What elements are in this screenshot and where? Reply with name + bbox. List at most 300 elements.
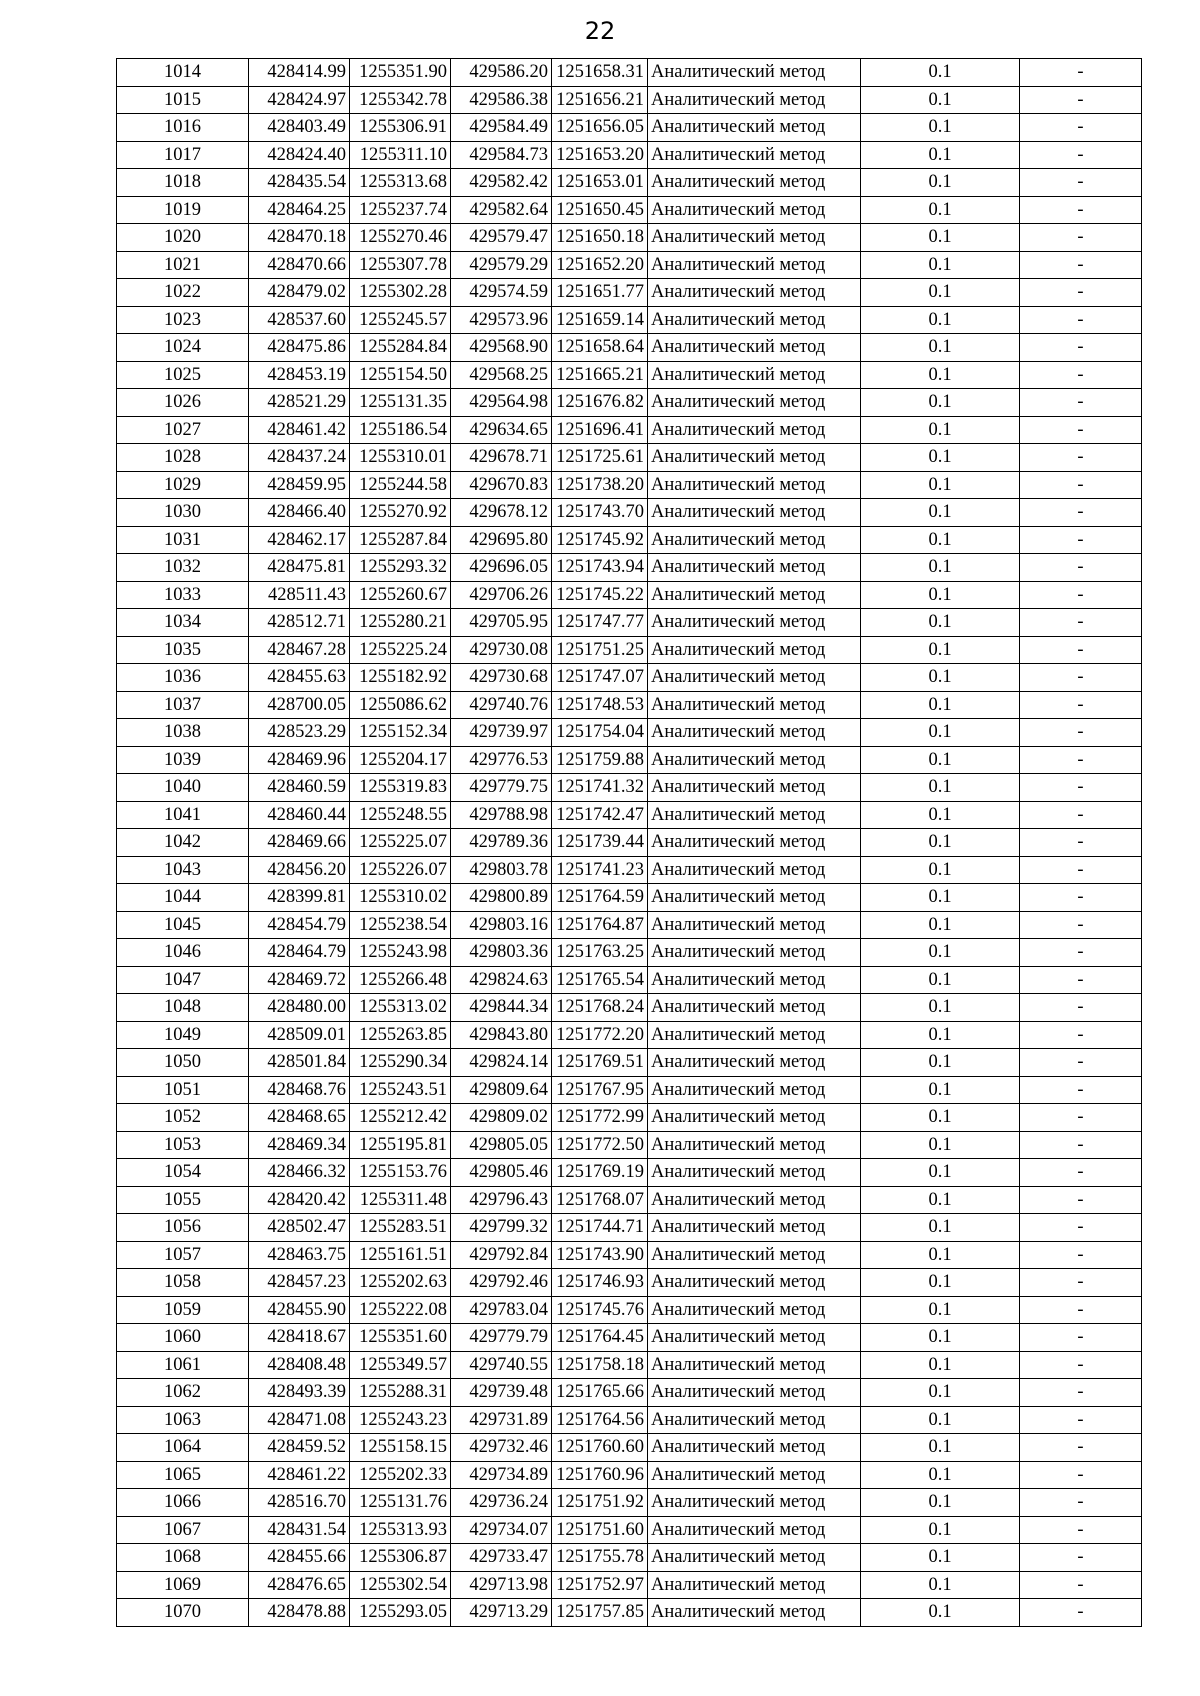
coord-y-old-cell: 1255263.85 — [350, 1021, 451, 1049]
coord-x-old-cell: 428408.48 — [249, 1351, 350, 1379]
coord-x-old-cell: 428521.29 — [249, 389, 350, 417]
table-row — [117, 1379, 1142, 1407]
point-number-cell: 1036 — [117, 664, 249, 692]
coord-y-old-cell: 1255248.55 — [350, 801, 451, 829]
coord-x-new-cell: 429579.47 — [451, 224, 552, 252]
method-cell: Аналитический метод — [648, 306, 861, 334]
coord-y-old-cell: 1255302.54 — [350, 1571, 451, 1599]
coord-x-old-cell: 428478.88 — [249, 1599, 350, 1627]
note-cell: - — [1020, 224, 1142, 252]
coord-x-new-cell: 429584.49 — [451, 114, 552, 142]
table-row — [117, 251, 1142, 279]
table-row — [117, 746, 1142, 774]
coord-x-old-cell: 428459.95 — [249, 471, 350, 499]
coord-x-new-cell: 429789.36 — [451, 829, 552, 857]
note-cell: - — [1020, 389, 1142, 417]
point-number-cell: 1041 — [117, 801, 249, 829]
point-number-cell: 1068 — [117, 1544, 249, 1572]
note-cell: - — [1020, 554, 1142, 582]
coord-y-new-cell: 1251745.92 — [552, 526, 648, 554]
table-row — [117, 416, 1142, 444]
coord-x-old-cell: 428471.08 — [249, 1406, 350, 1434]
coord-y-old-cell: 1255351.90 — [350, 59, 451, 87]
accuracy-cell: 0.1 — [861, 141, 1020, 169]
coord-y-old-cell: 1255319.83 — [350, 774, 451, 802]
point-number-cell: 1035 — [117, 636, 249, 664]
accuracy-cell: 0.1 — [861, 1324, 1020, 1352]
accuracy-cell: 0.1 — [861, 801, 1020, 829]
table-row — [117, 994, 1142, 1022]
point-number-cell: 1052 — [117, 1104, 249, 1132]
table-row — [117, 526, 1142, 554]
coord-x-old-cell: 428466.32 — [249, 1159, 350, 1187]
accuracy-cell: 0.1 — [861, 361, 1020, 389]
coord-x-old-cell: 428537.60 — [249, 306, 350, 334]
coord-y-new-cell: 1251772.99 — [552, 1104, 648, 1132]
coord-y-new-cell: 1251651.77 — [552, 279, 648, 307]
point-number-cell: 1033 — [117, 581, 249, 609]
table-row — [117, 1269, 1142, 1297]
coord-y-old-cell: 1255243.23 — [350, 1406, 451, 1434]
coord-y-new-cell: 1251741.32 — [552, 774, 648, 802]
coord-x-new-cell: 429582.42 — [451, 169, 552, 197]
accuracy-cell: 0.1 — [861, 1296, 1020, 1324]
point-number-cell: 1022 — [117, 279, 249, 307]
coord-y-new-cell: 1251745.76 — [552, 1296, 648, 1324]
coord-y-new-cell: 1251760.60 — [552, 1434, 648, 1462]
coord-x-old-cell: 428511.43 — [249, 581, 350, 609]
coord-y-old-cell: 1255306.91 — [350, 114, 451, 142]
note-cell: - — [1020, 911, 1142, 939]
table-row — [117, 1021, 1142, 1049]
accuracy-cell: 0.1 — [861, 664, 1020, 692]
point-number-cell: 1067 — [117, 1516, 249, 1544]
coord-x-old-cell: 428459.52 — [249, 1434, 350, 1462]
coord-y-old-cell: 1255153.76 — [350, 1159, 451, 1187]
coord-x-old-cell: 428470.66 — [249, 251, 350, 279]
accuracy-cell: 0.1 — [861, 1489, 1020, 1517]
coord-y-old-cell: 1255283.51 — [350, 1214, 451, 1242]
coord-y-old-cell: 1255311.10 — [350, 141, 451, 169]
coord-x-new-cell: 429792.46 — [451, 1269, 552, 1297]
point-number-cell: 1023 — [117, 306, 249, 334]
note-cell: - — [1020, 939, 1142, 967]
coord-x-old-cell: 428435.54 — [249, 169, 350, 197]
coord-x-new-cell: 429584.73 — [451, 141, 552, 169]
coord-y-new-cell: 1251739.44 — [552, 829, 648, 857]
coord-y-old-cell: 1255293.05 — [350, 1599, 451, 1627]
coord-y-new-cell: 1251765.54 — [552, 966, 648, 994]
point-number-cell: 1070 — [117, 1599, 249, 1627]
coord-y-old-cell: 1255154.50 — [350, 361, 451, 389]
point-number-cell: 1019 — [117, 196, 249, 224]
table-row — [117, 1076, 1142, 1104]
coord-x-new-cell: 429796.43 — [451, 1186, 552, 1214]
note-cell: - — [1020, 86, 1142, 114]
coord-y-old-cell: 1255202.33 — [350, 1461, 451, 1489]
coord-y-old-cell: 1255270.46 — [350, 224, 451, 252]
accuracy-cell: 0.1 — [861, 1269, 1020, 1297]
method-cell: Аналитический метод — [648, 169, 861, 197]
table-row — [117, 1516, 1142, 1544]
coord-y-old-cell: 1255222.08 — [350, 1296, 451, 1324]
coord-x-new-cell: 429803.78 — [451, 856, 552, 884]
method-cell: Аналитический метод — [648, 939, 861, 967]
coord-x-old-cell: 428424.40 — [249, 141, 350, 169]
coord-x-new-cell: 429579.29 — [451, 251, 552, 279]
coord-y-old-cell: 1255195.81 — [350, 1131, 451, 1159]
note-cell: - — [1020, 1434, 1142, 1462]
coord-y-new-cell: 1251742.47 — [552, 801, 648, 829]
coord-x-old-cell: 428469.96 — [249, 746, 350, 774]
method-cell: Аналитический метод — [648, 1076, 861, 1104]
point-number-cell: 1031 — [117, 526, 249, 554]
method-cell: Аналитический метод — [648, 1544, 861, 1572]
coord-y-new-cell: 1251769.19 — [552, 1159, 648, 1187]
note-cell: - — [1020, 994, 1142, 1022]
note-cell: - — [1020, 1461, 1142, 1489]
table-row — [117, 59, 1142, 87]
point-number-cell: 1066 — [117, 1489, 249, 1517]
table-row — [117, 1104, 1142, 1132]
accuracy-cell: 0.1 — [861, 1599, 1020, 1627]
table-row — [117, 801, 1142, 829]
note-cell: - — [1020, 196, 1142, 224]
coord-x-old-cell: 428464.25 — [249, 196, 350, 224]
note-cell: - — [1020, 1599, 1142, 1627]
point-number-cell: 1029 — [117, 471, 249, 499]
point-number-cell: 1064 — [117, 1434, 249, 1462]
coord-y-new-cell: 1251751.60 — [552, 1516, 648, 1544]
coord-x-old-cell: 428399.81 — [249, 884, 350, 912]
note-cell: - — [1020, 1104, 1142, 1132]
table-row — [117, 774, 1142, 802]
coord-x-old-cell: 428466.40 — [249, 499, 350, 527]
coord-x-new-cell: 429713.29 — [451, 1599, 552, 1627]
coord-x-new-cell: 429803.16 — [451, 911, 552, 939]
coord-x-new-cell: 429732.46 — [451, 1434, 552, 1462]
coord-y-new-cell: 1251653.01 — [552, 169, 648, 197]
coord-x-old-cell: 428424.97 — [249, 86, 350, 114]
accuracy-cell: 0.1 — [861, 114, 1020, 142]
method-cell: Аналитический метод — [648, 224, 861, 252]
accuracy-cell: 0.1 — [861, 581, 1020, 609]
coord-x-old-cell: 428469.66 — [249, 829, 350, 857]
point-number-cell: 1045 — [117, 911, 249, 939]
table-row — [117, 279, 1142, 307]
note-cell: - — [1020, 966, 1142, 994]
coord-y-new-cell: 1251754.04 — [552, 719, 648, 747]
coord-x-new-cell: 429824.14 — [451, 1049, 552, 1077]
coord-y-new-cell: 1251738.20 — [552, 471, 648, 499]
coord-x-new-cell: 429824.63 — [451, 966, 552, 994]
method-cell: Аналитический метод — [648, 526, 861, 554]
coord-x-old-cell: 428469.72 — [249, 966, 350, 994]
table-row — [117, 1406, 1142, 1434]
accuracy-cell: 0.1 — [861, 719, 1020, 747]
method-cell: Аналитический метод — [648, 1159, 861, 1187]
coord-x-new-cell: 429779.75 — [451, 774, 552, 802]
table-row — [117, 141, 1142, 169]
note-cell: - — [1020, 1296, 1142, 1324]
method-cell: Аналитический метод — [648, 471, 861, 499]
coord-x-old-cell: 428509.01 — [249, 1021, 350, 1049]
table-row — [117, 1131, 1142, 1159]
note-cell: - — [1020, 444, 1142, 472]
accuracy-cell: 0.1 — [861, 884, 1020, 912]
method-cell: Аналитический метод — [648, 636, 861, 664]
coord-y-old-cell: 1255266.48 — [350, 966, 451, 994]
accuracy-cell: 0.1 — [861, 444, 1020, 472]
accuracy-cell: 0.1 — [861, 251, 1020, 279]
coord-y-old-cell: 1255270.92 — [350, 499, 451, 527]
point-number-cell: 1059 — [117, 1296, 249, 1324]
method-cell: Аналитический метод — [648, 114, 861, 142]
note-cell: - — [1020, 1571, 1142, 1599]
table-row — [117, 911, 1142, 939]
method-cell: Аналитический метод — [648, 279, 861, 307]
accuracy-cell: 0.1 — [861, 554, 1020, 582]
coord-x-old-cell: 428700.05 — [249, 691, 350, 719]
coord-y-new-cell: 1251768.07 — [552, 1186, 648, 1214]
coord-x-new-cell: 429783.04 — [451, 1296, 552, 1324]
table-row — [117, 581, 1142, 609]
coord-y-new-cell: 1251658.31 — [552, 59, 648, 87]
coord-x-old-cell: 428418.67 — [249, 1324, 350, 1352]
method-cell: Аналитический метод — [648, 911, 861, 939]
table-row — [117, 609, 1142, 637]
coord-x-new-cell: 429809.64 — [451, 1076, 552, 1104]
method-cell: Аналитический метод — [648, 196, 861, 224]
coord-y-old-cell: 1255152.34 — [350, 719, 451, 747]
method-cell: Аналитический метод — [648, 884, 861, 912]
coord-x-old-cell: 428462.17 — [249, 526, 350, 554]
note-cell: - — [1020, 114, 1142, 142]
point-number-cell: 1021 — [117, 251, 249, 279]
coord-x-new-cell: 429844.34 — [451, 994, 552, 1022]
coord-y-old-cell: 1255243.51 — [350, 1076, 451, 1104]
method-cell: Аналитический метод — [648, 1021, 861, 1049]
coord-x-new-cell: 429586.20 — [451, 59, 552, 87]
method-cell: Аналитический метод — [648, 1241, 861, 1269]
coord-y-new-cell: 1251656.21 — [552, 86, 648, 114]
coord-x-old-cell: 428476.65 — [249, 1571, 350, 1599]
table-row — [117, 196, 1142, 224]
point-number-cell: 1056 — [117, 1214, 249, 1242]
coord-y-new-cell: 1251743.70 — [552, 499, 648, 527]
coord-y-old-cell: 1255280.21 — [350, 609, 451, 637]
accuracy-cell: 0.1 — [861, 1379, 1020, 1407]
point-number-cell: 1040 — [117, 774, 249, 802]
coord-y-old-cell: 1255260.67 — [350, 581, 451, 609]
coord-y-new-cell: 1251764.56 — [552, 1406, 648, 1434]
coord-x-old-cell: 428455.90 — [249, 1296, 350, 1324]
point-number-cell: 1058 — [117, 1269, 249, 1297]
coord-x-new-cell: 429713.98 — [451, 1571, 552, 1599]
coord-x-new-cell: 429731.89 — [451, 1406, 552, 1434]
coord-x-new-cell: 429843.80 — [451, 1021, 552, 1049]
coord-y-old-cell: 1255293.32 — [350, 554, 451, 582]
method-cell: Аналитический метод — [648, 554, 861, 582]
note-cell: - — [1020, 1131, 1142, 1159]
point-number-cell: 1027 — [117, 416, 249, 444]
table-row — [117, 1186, 1142, 1214]
accuracy-cell: 0.1 — [861, 939, 1020, 967]
table-row — [117, 499, 1142, 527]
coord-y-old-cell: 1255302.28 — [350, 279, 451, 307]
point-number-cell: 1061 — [117, 1351, 249, 1379]
point-number-cell: 1032 — [117, 554, 249, 582]
coord-y-old-cell: 1255284.84 — [350, 334, 451, 362]
point-number-cell: 1042 — [117, 829, 249, 857]
point-number-cell: 1015 — [117, 86, 249, 114]
coord-x-old-cell: 428501.84 — [249, 1049, 350, 1077]
coord-x-new-cell: 429739.48 — [451, 1379, 552, 1407]
coord-y-new-cell: 1251725.61 — [552, 444, 648, 472]
coord-x-old-cell: 428455.63 — [249, 664, 350, 692]
coord-y-new-cell: 1251743.94 — [552, 554, 648, 582]
coord-y-new-cell: 1251747.07 — [552, 664, 648, 692]
coord-x-new-cell: 429678.71 — [451, 444, 552, 472]
accuracy-cell: 0.1 — [861, 526, 1020, 554]
table-row — [117, 636, 1142, 664]
table-row — [117, 1599, 1142, 1627]
accuracy-cell: 0.1 — [861, 994, 1020, 1022]
coord-y-new-cell: 1251676.82 — [552, 389, 648, 417]
point-number-cell: 1069 — [117, 1571, 249, 1599]
coord-y-new-cell: 1251745.22 — [552, 581, 648, 609]
accuracy-cell: 0.1 — [861, 389, 1020, 417]
note-cell: - — [1020, 1544, 1142, 1572]
point-number-cell: 1048 — [117, 994, 249, 1022]
accuracy-cell: 0.1 — [861, 1461, 1020, 1489]
method-cell: Аналитический метод — [648, 1351, 861, 1379]
table-row — [117, 719, 1142, 747]
point-number-cell: 1039 — [117, 746, 249, 774]
table-row — [117, 1324, 1142, 1352]
table-row — [117, 169, 1142, 197]
method-cell: Аналитический метод — [648, 141, 861, 169]
coord-y-old-cell: 1255288.31 — [350, 1379, 451, 1407]
coord-x-new-cell: 429734.89 — [451, 1461, 552, 1489]
coord-x-new-cell: 429809.02 — [451, 1104, 552, 1132]
coord-x-old-cell: 428420.42 — [249, 1186, 350, 1214]
note-cell: - — [1020, 526, 1142, 554]
method-cell: Аналитический метод — [648, 609, 861, 637]
table-row — [117, 1571, 1142, 1599]
coord-x-new-cell: 429733.47 — [451, 1544, 552, 1572]
accuracy-cell: 0.1 — [861, 856, 1020, 884]
table-row — [117, 1434, 1142, 1462]
coord-x-old-cell: 428469.34 — [249, 1131, 350, 1159]
coord-x-old-cell: 428456.20 — [249, 856, 350, 884]
coord-x-old-cell: 428460.59 — [249, 774, 350, 802]
coord-x-old-cell: 428463.75 — [249, 1241, 350, 1269]
coord-y-new-cell: 1251653.20 — [552, 141, 648, 169]
table-row — [117, 114, 1142, 142]
coord-y-new-cell: 1251656.05 — [552, 114, 648, 142]
table-row — [117, 856, 1142, 884]
coord-y-new-cell: 1251755.78 — [552, 1544, 648, 1572]
method-cell: Аналитический метод — [648, 251, 861, 279]
point-number-cell: 1028 — [117, 444, 249, 472]
coord-y-old-cell: 1255158.15 — [350, 1434, 451, 1462]
coord-y-old-cell: 1255313.02 — [350, 994, 451, 1022]
method-cell: Аналитический метод — [648, 1269, 861, 1297]
coord-x-new-cell: 429568.25 — [451, 361, 552, 389]
coord-x-new-cell: 429799.32 — [451, 1214, 552, 1242]
point-number-cell: 1030 — [117, 499, 249, 527]
note-cell: - — [1020, 856, 1142, 884]
coord-y-old-cell: 1255182.92 — [350, 664, 451, 692]
coord-y-old-cell: 1255225.07 — [350, 829, 451, 857]
coord-x-new-cell: 429792.84 — [451, 1241, 552, 1269]
accuracy-cell: 0.1 — [861, 636, 1020, 664]
method-cell: Аналитический метод — [648, 444, 861, 472]
method-cell: Аналитический метод — [648, 1049, 861, 1077]
coord-y-old-cell: 1255086.62 — [350, 691, 451, 719]
coord-y-new-cell: 1251751.25 — [552, 636, 648, 664]
point-number-cell: 1020 — [117, 224, 249, 252]
coord-x-new-cell: 429739.97 — [451, 719, 552, 747]
coord-y-old-cell: 1255351.60 — [350, 1324, 451, 1352]
method-cell: Аналитический метод — [648, 1434, 861, 1462]
note-cell: - — [1020, 609, 1142, 637]
coord-x-new-cell: 429695.80 — [451, 526, 552, 554]
coord-x-old-cell: 428493.39 — [249, 1379, 350, 1407]
accuracy-cell: 0.1 — [861, 1104, 1020, 1132]
coord-x-new-cell: 429706.26 — [451, 581, 552, 609]
coord-y-old-cell: 1255310.02 — [350, 884, 451, 912]
accuracy-cell: 0.1 — [861, 1214, 1020, 1242]
coord-y-new-cell: 1251772.50 — [552, 1131, 648, 1159]
coord-x-new-cell: 429788.98 — [451, 801, 552, 829]
note-cell: - — [1020, 361, 1142, 389]
note-cell: - — [1020, 884, 1142, 912]
note-cell: - — [1020, 1406, 1142, 1434]
table-row — [117, 554, 1142, 582]
note-cell: - — [1020, 1049, 1142, 1077]
coord-x-old-cell: 428468.76 — [249, 1076, 350, 1104]
accuracy-cell: 0.1 — [861, 1076, 1020, 1104]
accuracy-cell: 0.1 — [861, 306, 1020, 334]
coord-x-old-cell: 428453.19 — [249, 361, 350, 389]
coord-x-new-cell: 429705.95 — [451, 609, 552, 637]
table-row — [117, 86, 1142, 114]
method-cell: Аналитический метод — [648, 1214, 861, 1242]
coord-y-old-cell: 1255311.48 — [350, 1186, 451, 1214]
coord-x-old-cell: 428479.02 — [249, 279, 350, 307]
accuracy-cell: 0.1 — [861, 746, 1020, 774]
accuracy-cell: 0.1 — [861, 1186, 1020, 1214]
accuracy-cell: 0.1 — [861, 224, 1020, 252]
coord-x-old-cell: 428470.18 — [249, 224, 350, 252]
point-number-cell: 1051 — [117, 1076, 249, 1104]
coord-x-new-cell: 429582.64 — [451, 196, 552, 224]
table-row — [117, 471, 1142, 499]
point-number-cell: 1034 — [117, 609, 249, 637]
coord-y-new-cell: 1251658.64 — [552, 334, 648, 362]
coord-y-new-cell: 1251659.14 — [552, 306, 648, 334]
accuracy-cell: 0.1 — [861, 279, 1020, 307]
note-cell: - — [1020, 719, 1142, 747]
coord-y-new-cell: 1251764.87 — [552, 911, 648, 939]
note-cell: - — [1020, 1351, 1142, 1379]
accuracy-cell: 0.1 — [861, 829, 1020, 857]
coord-x-old-cell: 428461.22 — [249, 1461, 350, 1489]
method-cell: Аналитический метод — [648, 416, 861, 444]
coord-y-new-cell: 1251758.18 — [552, 1351, 648, 1379]
